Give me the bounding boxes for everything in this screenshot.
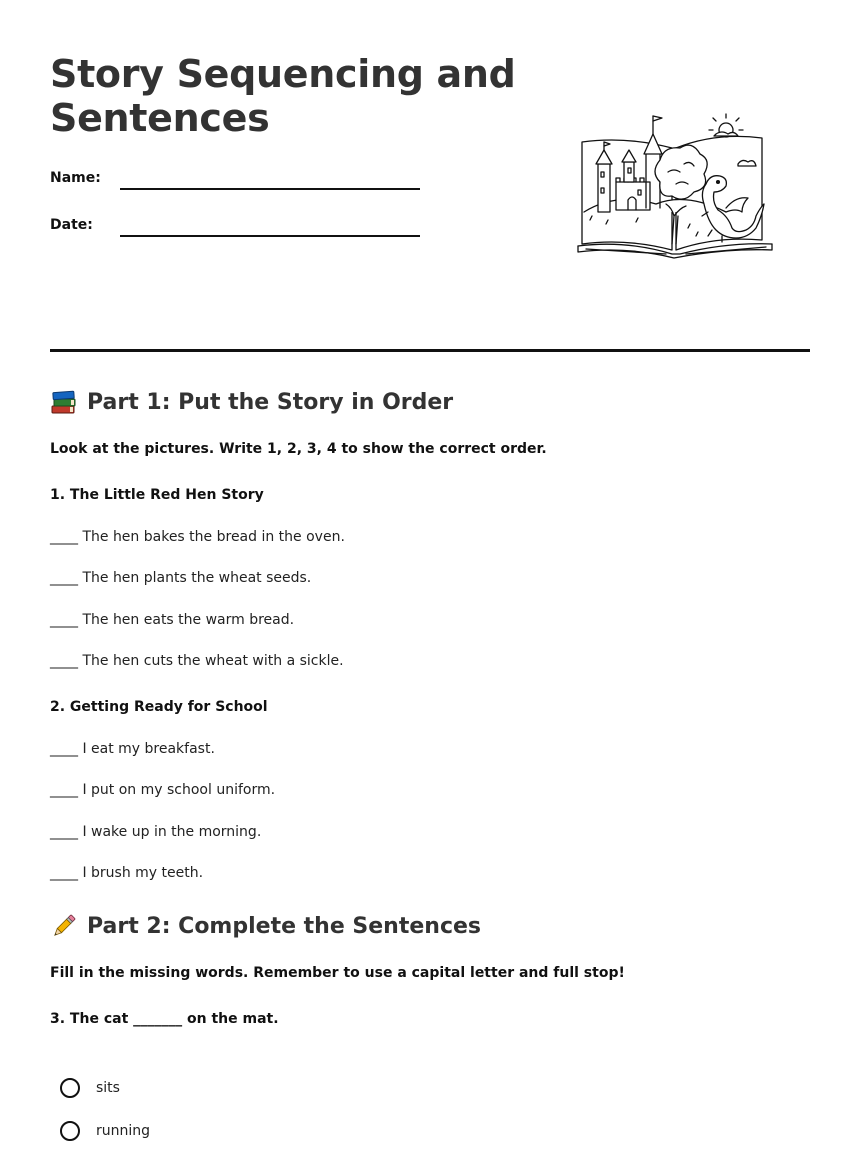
date-field — [50, 213, 430, 243]
storybook-illustration — [576, 112, 776, 260]
part2-heading — [50, 912, 481, 940]
option-sits[interactable] — [60, 1075, 120, 1101]
pencil-icon — [50, 912, 78, 940]
list-item: ____ The hen eats the warm bread. — [50, 612, 295, 628]
part2-title: Part 2: Complete the Sentences — [87, 913, 482, 939]
header-divider — [50, 349, 810, 352]
name-field — [50, 166, 430, 196]
part2-instructions: Fill in the missing words. Remember to use a capital letter and full stop! — [50, 965, 625, 981]
list-item: ____ I eat my breakfast. — [50, 741, 215, 757]
option-label: sits — [96, 1080, 120, 1096]
option-label: running — [96, 1123, 151, 1139]
list-item: ____ The hen cuts the wheat with a sickle. — [50, 653, 344, 669]
page-title: Story Sequencing and Sentences — [50, 52, 516, 140]
list-item: ____ The hen bakes the bread in the oven. — [50, 529, 345, 545]
date-label: Date: — [50, 217, 93, 233]
question-1-title: 1. The Little Red Hen Story — [50, 487, 264, 503]
radio-button[interactable] — [60, 1078, 80, 1098]
list-item: ____ The hen plants the wheat seeds. — [50, 570, 312, 586]
part1-title: Part 1: Put the Story in Order — [87, 389, 454, 415]
part1-instructions: Look at the pictures. Write 1, 2, 3, 4 to show the correct order. — [50, 441, 547, 457]
question-2-title: 2. Getting Ready for School — [50, 699, 268, 715]
name-line — [120, 188, 420, 190]
date-line — [120, 235, 420, 237]
list-item: ____ I brush my teeth. — [50, 865, 204, 881]
radio-button[interactable] — [60, 1121, 80, 1141]
list-item: ____ I put on my school uniform. — [50, 782, 276, 798]
name-label: Name: — [50, 170, 101, 186]
part1-heading — [50, 388, 453, 416]
question-3-title: 3. The cat _______ on the mat. — [50, 1011, 279, 1027]
list-item: ____ I wake up in the morning. — [50, 824, 262, 840]
option-running[interactable] — [60, 1118, 150, 1144]
books-icon — [50, 388, 78, 416]
